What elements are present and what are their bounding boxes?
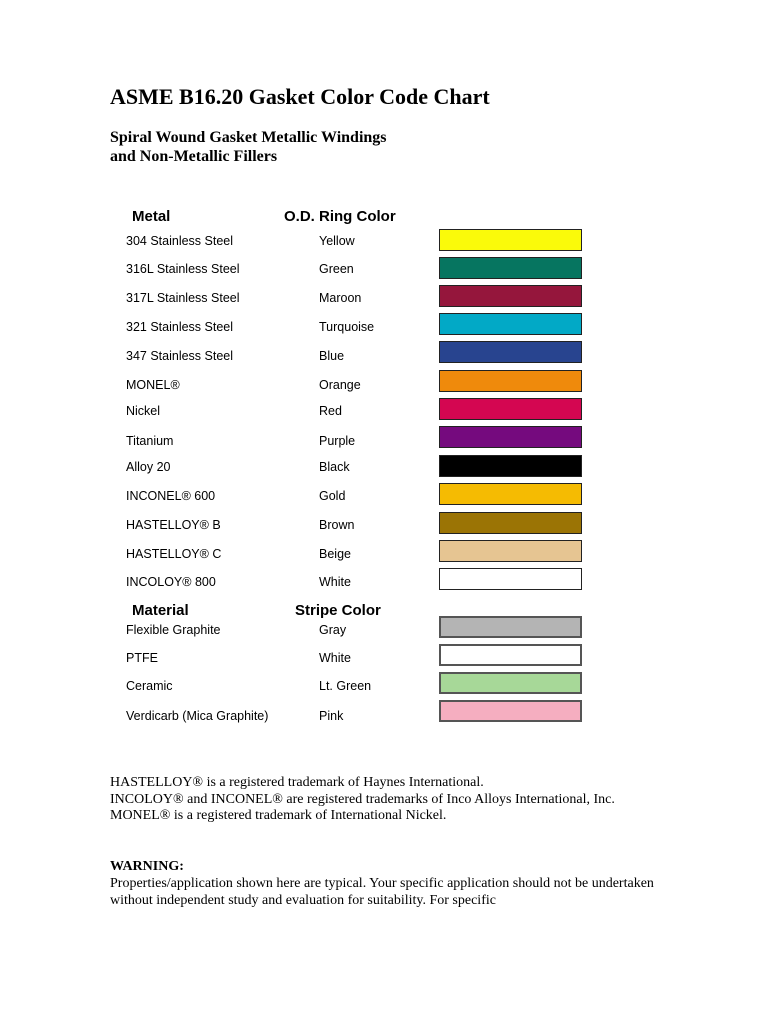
warning-heading: WARNING:	[110, 859, 184, 874]
metal-row-color-swatch	[439, 285, 582, 307]
metal-row-color-name: Turquoise	[319, 320, 375, 334]
metal-row-color-name: Beige	[319, 547, 351, 561]
metal-row-color-name: Gold	[319, 489, 346, 503]
filler-row-color-name: Gray	[319, 623, 347, 637]
trademark-note-monel: MONEL® is a registered trademark of International Nickel.	[110, 808, 447, 823]
metal-row-color-swatch	[439, 229, 582, 251]
metal-row-name: INCONEL® 600	[126, 489, 216, 503]
metal-row-color-name: Blue	[319, 349, 345, 363]
filler-row-name: Flexible Graphite	[126, 623, 221, 637]
metal-row-color-swatch	[439, 455, 582, 477]
metal-row-name: 321 Stainless Steel	[126, 320, 234, 334]
filler-row-color-swatch	[439, 672, 582, 694]
filler-row-color-swatch	[439, 616, 582, 638]
page-title: ASME B16.20 Gasket Color Code Chart	[110, 84, 490, 109]
metal-row-color-swatch	[439, 568, 582, 590]
metal-row-color-name: Yellow	[319, 234, 355, 248]
filler-row-name: Ceramic	[126, 679, 173, 693]
metal-row-color-swatch	[439, 398, 582, 420]
metal-row-name: 347 Stainless Steel	[126, 349, 234, 363]
od-ring-color-column-header: O.D. Ring Color	[284, 208, 396, 225]
metal-row-color-name: Black	[319, 460, 350, 474]
stripe-color-column-header: Stripe Color	[295, 602, 381, 619]
metal-row-color-swatch	[439, 370, 582, 392]
material-column-header: Material	[132, 602, 189, 619]
metal-row-color-swatch	[439, 483, 582, 505]
metal-row-color-name: Green	[319, 262, 354, 276]
metal-row-name: 304 Stainless Steel	[126, 234, 234, 248]
metal-row-color-swatch	[439, 540, 582, 562]
metal-row-name: INCOLOY® 800	[126, 575, 216, 589]
metal-row-color-swatch	[439, 512, 582, 534]
warning-text: Properties/application shown here are typical. Your specific application should not be undertaken without independent study and evaluation for suitability. For specific	[110, 876, 654, 908]
metal-row-name: Alloy 20	[126, 460, 171, 474]
metal-row-name: Nickel	[126, 404, 161, 418]
metal-row-name: 316L Stainless Steel	[126, 262, 240, 276]
metal-row-name: 317L Stainless Steel	[126, 291, 240, 305]
metal-row-name: MONEL®	[126, 378, 180, 392]
filler-row-color-name: Lt. Green	[319, 679, 372, 693]
filler-row-color-name: White	[319, 651, 351, 665]
metal-row-color-name: Maroon	[319, 291, 362, 305]
metal-row-color-name: White	[319, 575, 351, 589]
metal-row-color-name: Brown	[319, 518, 355, 532]
subtitle-line-2: and Non-Metallic Fillers	[110, 148, 278, 165]
filler-row-name: PTFE	[126, 651, 158, 665]
metal-row-name: HASTELLOY® B	[126, 518, 221, 532]
metal-row-name: Titanium	[126, 434, 174, 448]
filler-row-color-swatch	[439, 700, 582, 722]
metal-row-color-name: Red	[319, 404, 342, 418]
filler-row-color-swatch	[439, 644, 582, 666]
metal-row-color-swatch	[439, 257, 582, 279]
metal-row-color-name: Orange	[319, 378, 361, 392]
filler-row-name: Verdicarb (Mica Graphite)	[126, 709, 269, 723]
metal-row-color-name: Purple	[319, 434, 356, 448]
metal-column-header: Metal	[132, 208, 171, 225]
metal-row-color-swatch	[439, 426, 582, 448]
trademark-note-incoloy-inconel: INCOLOY® and INCONEL® are registered trademarks of Inco Alloys International, Inc.	[110, 791, 615, 807]
filler-row-color-name: Pink	[319, 709, 344, 723]
trademark-notes	[110, 775, 650, 825]
subtitle-line-1: Spiral Wound Gasket Metallic Windings	[110, 129, 387, 146]
metal-row-color-swatch	[439, 341, 582, 363]
metal-row-color-swatch	[439, 313, 582, 335]
page-subtitle	[110, 128, 387, 166]
metal-row-name: HASTELLOY® C	[126, 547, 222, 561]
trademark-note-hastelloy: HASTELLOY® is a registered trademark of Haynes International.	[110, 775, 484, 790]
